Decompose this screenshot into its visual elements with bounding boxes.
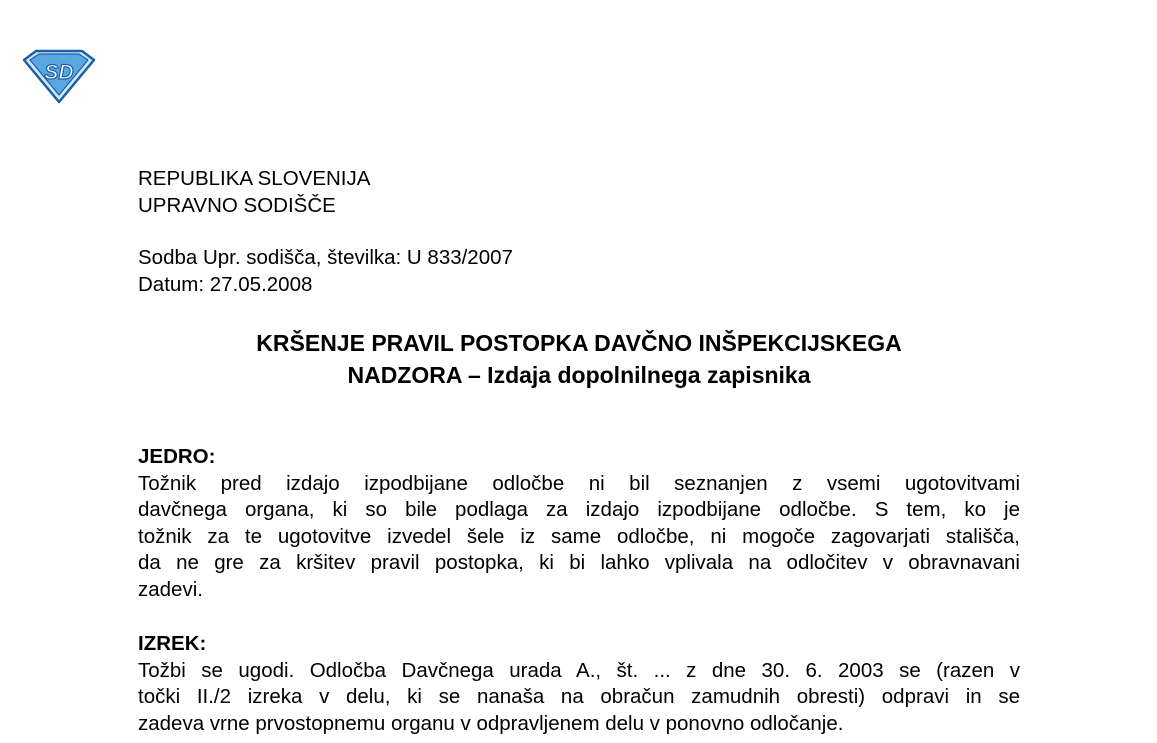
izrek-heading: IZREK:	[138, 632, 207, 655]
court-name: UPRAVNO SODIŠČE	[138, 193, 336, 217]
sd-shield-icon	[22, 48, 96, 104]
jedro-line: da ne gre za kršitev pravil postopka, ki bi lahko vplivala na odločitev v obravnavani	[138, 551, 1020, 574]
jedro-heading: JEDRO:	[138, 445, 216, 468]
jedro-line: davčnega organa, ki so bile podlaga za izdajo izpodbijane odločbe. S tem, ko je	[138, 498, 1020, 521]
country-name: REPUBLIKA SLOVENIJA	[138, 167, 371, 190]
judgment-date: Datum: 27.05.2008	[138, 272, 313, 296]
jedro-paragraph	[138, 471, 1020, 604]
court-logo	[22, 48, 96, 104]
izrek-paragraph	[138, 658, 1020, 738]
judgment-document	[138, 166, 1020, 737]
title-line-2: NADZORA – Izdaja dopolnilnega zapisnika	[347, 362, 811, 388]
case-reference: Sodba Upr. sodišča, številka: U 833/2007	[138, 246, 513, 269]
logo-initials: SD	[44, 61, 74, 84]
jedro-line: Tožnik pred izdajo izpodbijane odločbe ni bil seznanjen z vsemi ugotovitvami	[138, 471, 1020, 495]
title-line-1: KRŠENJE PRAVIL POSTOPKA DAVČNO INŠPEKCIJSKEGA	[256, 330, 902, 356]
document-title	[138, 327, 1020, 391]
izrek-line: zadeva vrne prvostopnemu organu v odpravljenem delu v ponovno odločanje.	[138, 711, 844, 735]
jedro-line: tožnik za te ugotovitve izvedel šele iz same odločbe, ni mogoče zagovarjati stališča,	[138, 524, 1020, 548]
izrek-line: Tožbi se ugodi. Odločba Davčnega urada A., št. ... z dne 30. 6. 2003 se (razen v	[138, 658, 1020, 682]
izrek-line: točki II./2 izreka v delu, ki se nanaša na obračun zamudnih obresti) odpravi in se	[138, 685, 1020, 708]
jedro-line: zadevi.	[138, 577, 203, 601]
